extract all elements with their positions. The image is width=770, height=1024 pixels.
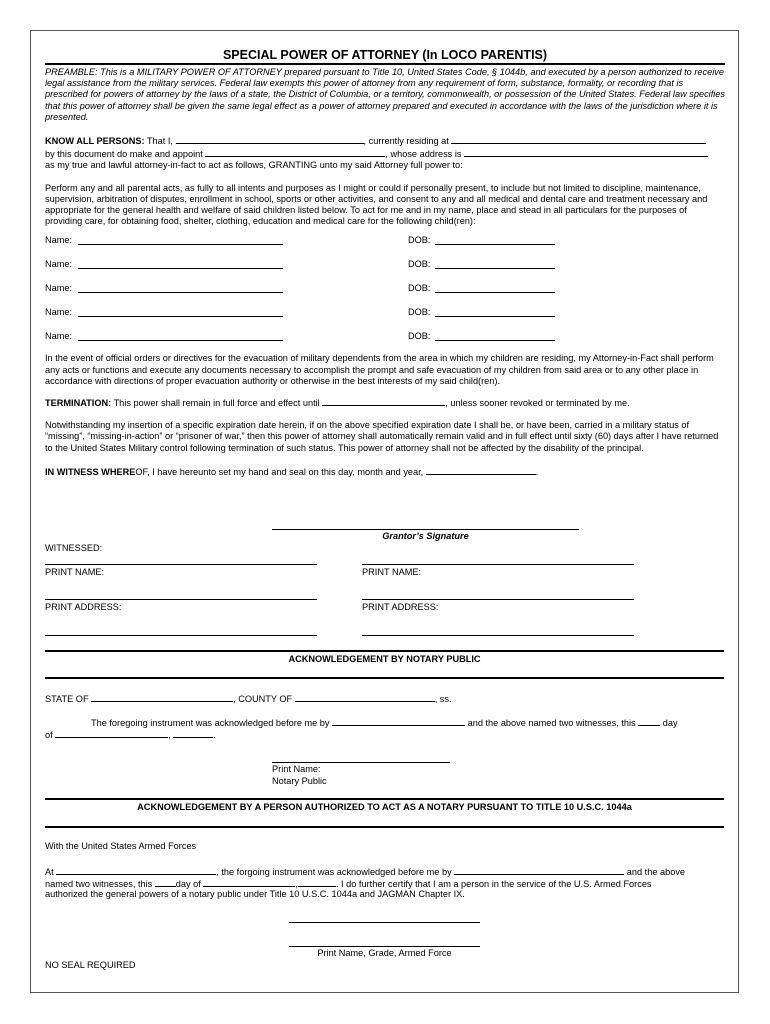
witness-1-print-name-label: PRINT NAME: [45,567,105,577]
child-name-field[interactable] [78,331,283,341]
witness-whereof-label: IN WITNESS WHERE [45,466,136,477]
children-list [45,235,725,355]
witness-2-print-address-label: PRINT ADDRESS: [362,602,439,612]
no-seal-label: NO SEAL REQUIRED [45,960,136,970]
military-notary-bottom-rule [45,826,724,828]
know-line-3: as my true and lawful attorney-in-fact to act as follows, GRANTING unto my said Attorney full power to: [45,160,463,171]
know-label: KNOW ALL PERSONS: [45,136,145,147]
child-row [45,259,725,283]
grantor-residence-field[interactable] [451,134,706,144]
notary-bottom-rule [45,677,724,679]
witness-2-address-line[interactable] [362,635,634,636]
title-rule [45,63,725,65]
child-row [45,307,725,331]
military-notary-top-rule [45,798,724,800]
witness-1-print-address-label: PRINT ADDRESS: [45,602,122,612]
military-ack-line-3: authorized the general powers of a notary public under Title 10 U.S.C. 1044a and JAGMAN Chapter IX. [45,889,465,899]
child-name-label: Name: [45,331,73,342]
child-dob-label: DOB: [408,235,431,246]
witness-2-name-line[interactable] [362,599,634,600]
child-dob-field[interactable] [435,235,555,245]
witness-2-print-name-label: PRINT NAME: [362,567,422,577]
document [45,48,725,478]
child-row [45,283,725,307]
county-field[interactable] [295,692,435,702]
termination-line: TERMINATION: This power shall remain in full force and effect until , unless sooner revoked or terminated by me. [45,398,630,409]
witness-1-name-line[interactable] [45,599,317,600]
document-title: SPECIAL POWER OF ATTORNEY (In LOCO PARENTIS) [222,48,548,62]
state-field[interactable] [91,692,233,702]
notary-month-field[interactable] [55,728,168,738]
attorney-name-field[interactable] [205,147,385,157]
armed-forces-line: With the United States Armed Forces [45,841,197,851]
military-location-field[interactable] [56,865,216,875]
notary-signature-line[interactable] [272,762,450,763]
evacuation-paragraph: In the event of official orders or directives for the evacuation of military dependents from the area in which my children are residing, my Attorney-in-Fact shall perform any acts or functions and execute any documents necessary to accomplish the prompt and safe evacuation of my children from said area or to any other place in accordance with directions of proper evacuation authority or otherwise in the best interests of my said child(ren). [45,353,714,386]
child-name-label: Name: [45,307,73,318]
child-name-field[interactable] [78,259,283,269]
notary-print-name-label: Print Name: [272,764,321,774]
grantor-signature-line[interactable] [272,529,579,530]
military-day-field[interactable] [155,877,176,887]
witnessed-label: WITNESSED: [45,543,103,553]
notary-acknowledger-field[interactable] [332,716,465,726]
witness-2-signature-line[interactable] [362,564,634,565]
notary-top-rule [45,650,724,652]
grantor-name-field[interactable] [176,134,364,144]
military-acknowledger-field[interactable] [454,865,624,875]
military-ack-line-2: named two witnesses, this day of , . I do further certify that I am a person in the service of the U.S. Armed Forces [45,879,652,889]
child-row [45,331,725,355]
print-name-grade-label: Print Name, Grade, Armed Force [317,948,452,958]
notary-ack-line: The foregoing instrument was acknowledged before me by and the above named two witnesses, this day [91,718,678,728]
attorney-address-field[interactable] [464,147,708,157]
witness-1-address-line[interactable] [45,635,317,636]
child-dob-label: DOB: [408,259,431,270]
witness-1-signature-line[interactable] [45,564,317,565]
military-notary-heading: ACKNOWLEDGEMENT BY A PERSON AUTHORIZED TO ACT AS A NOTARY PURSUANT TO TITLE 10 U.S.C. 1044a [137,802,632,812]
notary-year-field[interactable] [173,728,213,738]
execution-date-field[interactable] [426,465,536,475]
child-dob-field[interactable] [435,283,555,293]
child-name-label: Name: [45,259,73,270]
notary-day-field[interactable] [638,716,660,726]
child-dob-field[interactable] [435,331,555,341]
child-name-field[interactable] [78,283,283,293]
child-name-label: Name: [45,283,73,294]
notary-heading: ACKNOWLEDGEMENT BY NOTARY PUBLIC [288,654,481,664]
witness-whereof-line: IN WITNESS WHEREOF, I have hereunto set my hand and seal on this day, month and year, . [45,466,539,477]
military-print-name-line[interactable] [289,946,480,947]
notary-public-label: Notary Public [272,776,327,786]
notwithstanding-paragraph: Notwithstanding my insertion of a specific expiration date herein, if on the above specified expiration date I shall be, or have been, carried in a military status of “missing”, “missing-in-action” or “prisoner of war,” then this power of attorney shall automatically remain valid and in full effect until sixty (60) days after I have returned to the United States Military control following termination of such status. This power of attorney shall not be affected by the disability of the principal. [45,420,719,453]
child-dob-label: DOB: [408,307,431,318]
child-dob-field[interactable] [435,259,555,269]
military-year-field[interactable] [298,877,336,887]
military-signature-line[interactable] [289,922,480,923]
venue-line: STATE OF , COUNTY OF , ss. [45,694,452,704]
grantor-signature-label: Grantor’s Signature [382,531,469,541]
termination-date-field[interactable] [322,396,445,406]
notary-date-line: of , . [45,730,216,740]
powers-paragraph: Perform any and all parental acts, as fully to all intents and purposes as I might or could if personally present, to include but not limited to discipline, maintenance, supervision, arbitration of disputes, enrollment in school, sports or other activities, and consent to any and all medical and dental care and treatment necessary and appropriate for the general health and welfare of said children listed below. To act for me and in my name, place and stead in all particulars for the purposes of providing care, for obtaining food, shelter, clothing, education and medical care for the following child(ren): [45,182,708,227]
child-name-field[interactable] [78,307,283,317]
termination-label: TERMINATION: [45,398,112,409]
child-row [45,235,725,259]
child-name-label: Name: [45,235,73,246]
child-dob-label: DOB: [408,283,431,294]
child-dob-label: DOB: [408,331,431,342]
child-dob-field[interactable] [435,307,555,317]
child-name-field[interactable] [78,235,283,245]
know-line-2: by this document do make and appoint , whose address is [45,147,725,160]
military-month-field[interactable] [203,877,295,887]
preamble: PREAMBLE: This is a MILITARY POWER OF ATTORNEY prepared pursuant to Title 10, United States Code, § 1044b, and executed by a person authorized to receive legal assistance from the military services. Federal law exempts this power of attorney from any requirement of form, substance, formality, or recording that is prescribed for powers of attorney by the laws of a state, the District of Columbia, or a territory, commonwealth, or possession of the United States. Federal law specifies that this power of attorney shall be given the same legal effect as a power of attorney prepared and executed in accordance with the laws of the jurisdiction where it is presented. [45,67,726,122]
know-line-1: KNOW ALL PERSONS: That I, , currently residing at [45,134,725,147]
military-ack-line-1: At , the forgoing instrument was acknowledged before me by and the above [45,867,686,877]
